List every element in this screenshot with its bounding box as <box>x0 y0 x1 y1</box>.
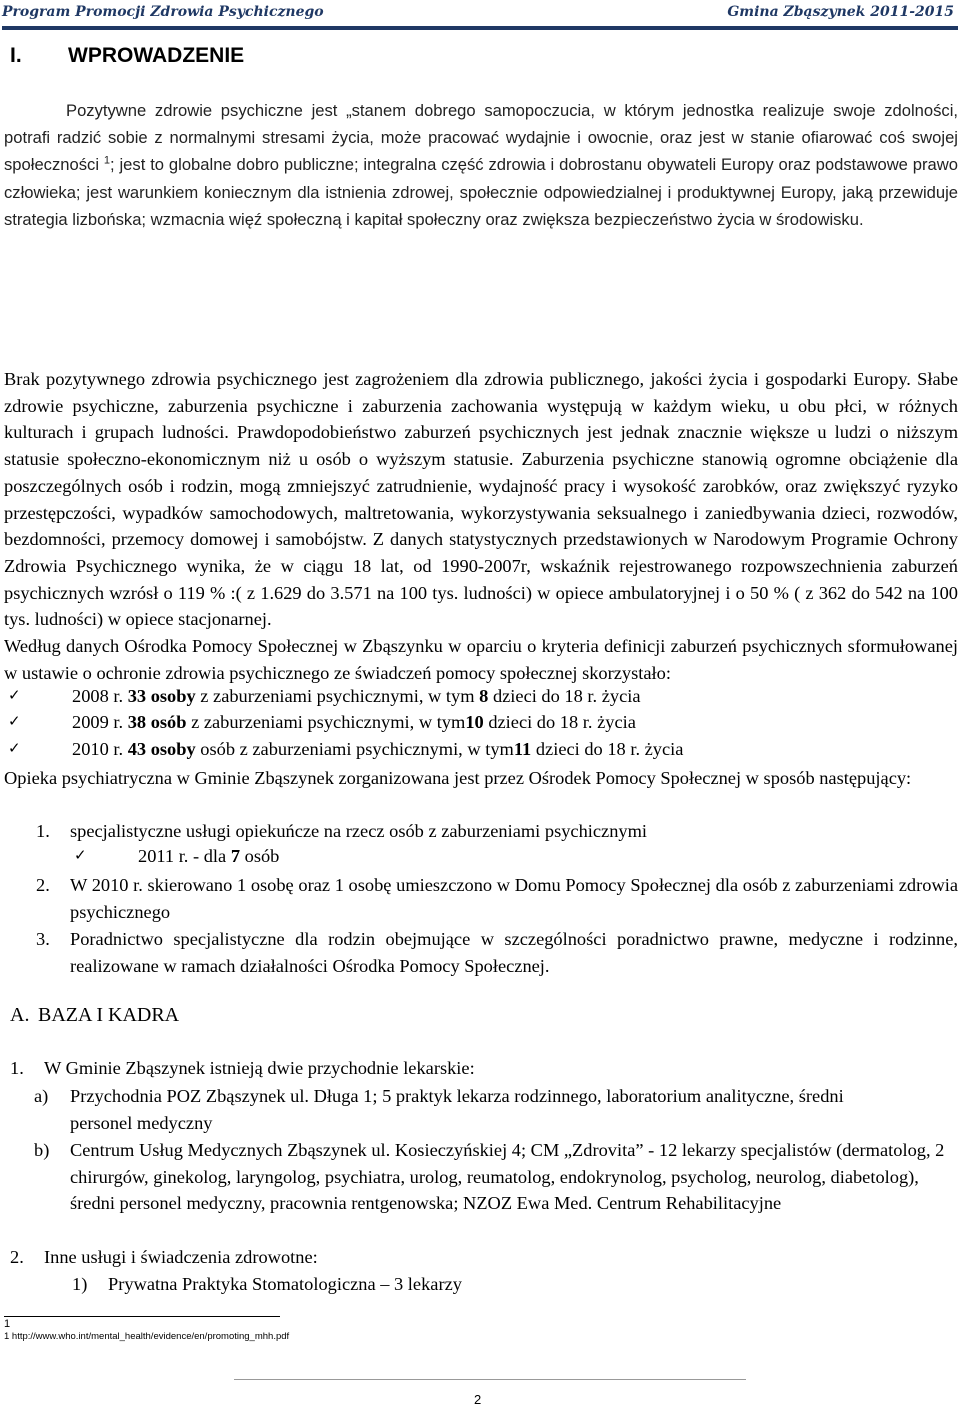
checkmark-icon: ✓ <box>8 686 21 704</box>
intro-text-1: Pozytywne zdrowie psychiczne jest „stanem dobrego samopoczucia, w którym jednostka realizuje swoje zdolności, potrafi radzić sobie z normalnymi stresami życia, może pracować wydajnie i owocnie, oraz jest w stanie ofiarować coś swojej społeczności <box>4 101 958 175</box>
chapter-title: WPROWADZENIE <box>68 44 245 67</box>
checkmark-icon: ✓ <box>74 846 87 864</box>
section-heading: A. BAZA I KADRA <box>10 1004 180 1026</box>
chapter-heading <box>10 44 244 68</box>
intro-text-2: ; jest to globalne dobro publiczne; integralna część zdrowia i dobrostanu obywateli Europy oraz podstawowe prawo człowieka; jest warunkiem koniecznym dla istnienia zdrowej, społecznie odpowiedzialnej i produktywnej Europy, jaką przewiduje strategia lizbońska; wzmacnia więź społeczną i kapitał społeczny oraz zwiększa bezpieczeństwo życia w środowisku. <box>4 155 958 229</box>
chapter-number: I. <box>10 44 22 67</box>
checkmark-icon: ✓ <box>8 739 21 757</box>
header-program-title: Program Promocji Zdrowia Psychicznego <box>2 4 324 20</box>
page-number: 2 <box>474 1392 482 1407</box>
checkmark-icon: ✓ <box>8 712 21 730</box>
paragraph-3: Według danych Ośrodka Pomocy Społecznej w Zbąszynku w oparciu o kryteria definicji zaburzeń psychicznych sformułowanej w ustawie o ochronie zdrowia psychicznego ze świadczeń pomocy społecznej skorzystało: <box>4 636 958 683</box>
body-text <box>4 366 958 686</box>
footnote-ref[interactable]: 1 <box>103 154 111 167</box>
footer-rule <box>234 1379 746 1380</box>
header-municipality: Gmina Zbąszynek 2011-2015 <box>727 4 954 20</box>
intro-paragraph <box>4 97 958 233</box>
paragraph-2: Brak pozytywnego zdrowia psychicznego jest zagrożeniem dla zdrowia publicznego, jakości życia i gospodarki Europy. Słabe zdrowie psychiczne, zaburzenia psychiczne i zaburzenia zachowania występują w każdym wieku, u obu płci, w różnych kulturach i grupach ludności. Prawdopodobieństwo zaburzeń psychicznych jest jednak znacznie większe u ludzi o niższym statusie społeczno-ekonomicznym niż u osób o wyższym statusie. Zaburzenia psychiczne stanowią ogromne obciążenie dla poszczególnych osób i rodzin, mogą zmniejszyć zatrudnienie, wydajność pracy i wysokość zarobków, oraz zwiększyć ryzyko przestępczości, wypadków samochodowych, maltretowania, wykorzystywania seksualnego i zaniedbywania dzieci, rozwodów, bezdomności, przemocy domowej i samobójstw. Z danych statystycznych przedstawionych w Narodowym Programie Ochrony Zdrowia Psychicznego wynika, że w ciągu 18 lat, od 1990-2007r, wskaźnik rejestrowanego rozpowszechnienia zaburzeń psychicznych wzrósł o 119 % :( z 1.629 do 3.571 na 100 tys. ludności) w opiece ambulatoryjnej i o 50 % ( z 362 do 542 na 100 tys. ludności) w opiece stacjonarnej. <box>4 369 958 630</box>
paragraph-4: Opieka psychiatryczna w Gminie Zbąszynek zorganizowana jest przez Ośrodek Pomocy Społecznej w sposób następujący: <box>4 768 912 788</box>
footnote-link[interactable]: 1 http://www.who.int/mental_health/evidence/en/promoting_mhh.pdf <box>4 1331 290 1342</box>
footnote-number: 1 <box>4 1318 11 1330</box>
header-rule <box>2 26 958 30</box>
footnote-rule <box>4 1316 280 1317</box>
